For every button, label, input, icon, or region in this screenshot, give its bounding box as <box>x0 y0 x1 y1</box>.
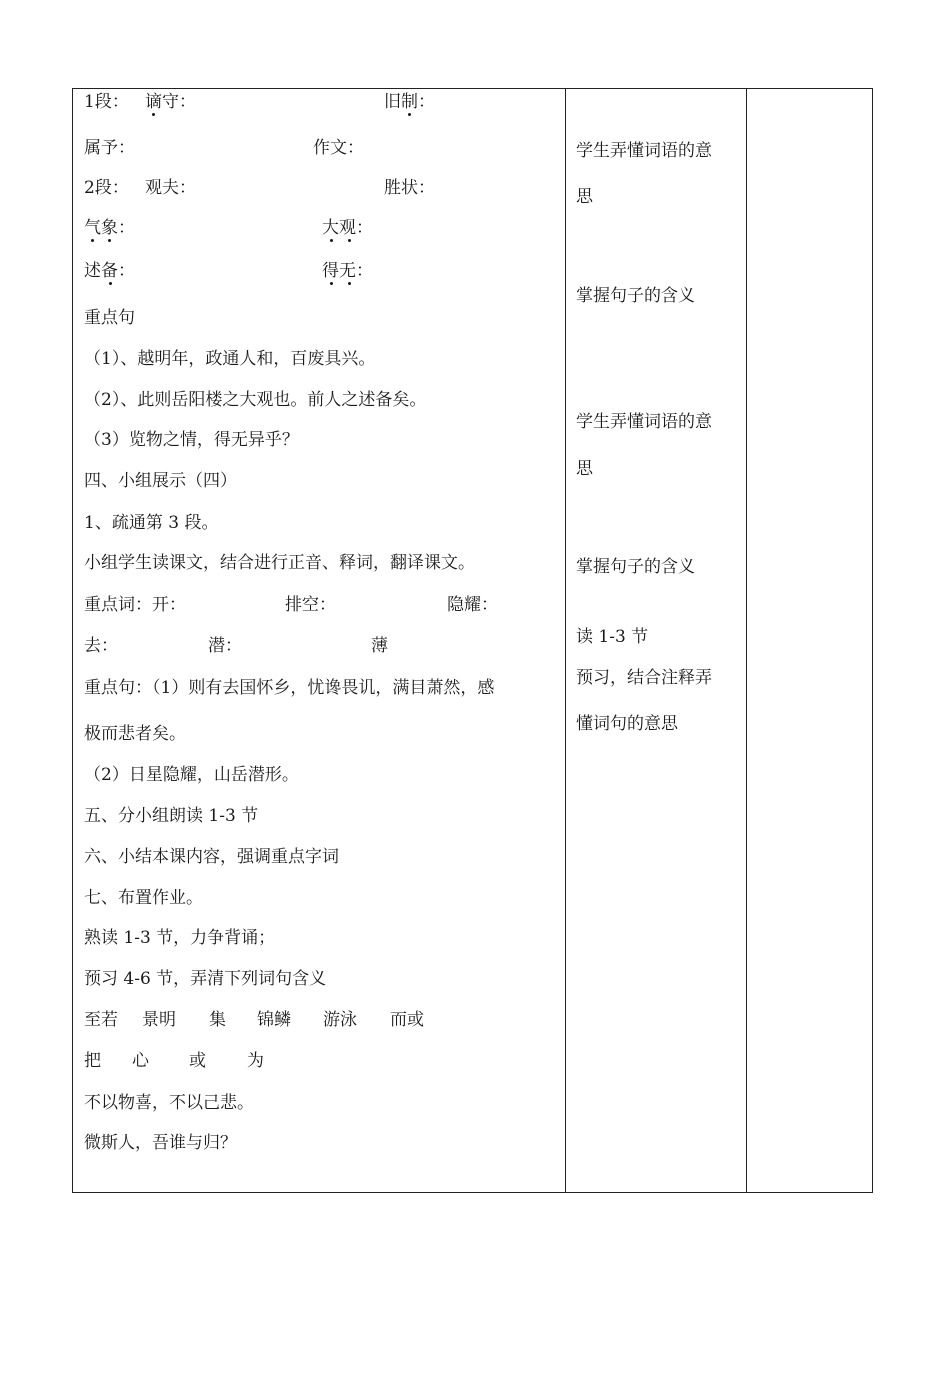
vocab-term: 作文： <box>313 138 364 158</box>
note-text: 懂词句的意思 <box>576 714 678 734</box>
vocab-term: 薄 <box>371 636 388 656</box>
word: 心 <box>132 1051 149 1071</box>
note-text: 读 1-3 节 <box>576 627 649 647</box>
vocab-term: 重点词：开： <box>84 595 186 615</box>
empty-cell <box>747 89 873 1193</box>
vocab-term: 得无： <box>322 261 373 281</box>
lesson-plan-table <box>72 88 873 1193</box>
teaching-content-cell <box>73 89 566 1193</box>
vocab-term: 旧制： <box>384 92 435 112</box>
vocab-term: 述备： <box>84 261 135 281</box>
step-heading: 五、分小组朗读 1-3 节 <box>84 806 259 826</box>
homework-item: 熟读 1-3 节，力争背诵； <box>84 928 276 948</box>
word: 为 <box>247 1051 264 1071</box>
vocab-term: 谪守： <box>145 92 196 112</box>
table-row <box>73 89 873 1193</box>
note-text: 学生弄懂词语的意 <box>576 412 712 432</box>
note-text: 学生弄懂词语的意 <box>576 141 712 161</box>
step-item: 1、疏通第 3 段。 <box>84 513 219 533</box>
emphasis-dot <box>109 282 112 285</box>
word: 游泳 <box>323 1010 357 1030</box>
word: 锦鳞 <box>257 1010 291 1030</box>
vocab-term: 气象： <box>84 218 135 238</box>
emphasis-dot <box>152 113 155 116</box>
emphasis-dot <box>91 239 94 242</box>
word: 而或 <box>390 1010 424 1030</box>
student-activity-cell <box>566 89 747 1193</box>
paragraph-label: 1段： <box>84 92 129 112</box>
vocab-term: 隐耀： <box>447 595 498 615</box>
emphasis-dot <box>108 239 111 242</box>
word: 或 <box>189 1051 206 1071</box>
note-text: 思 <box>576 187 593 207</box>
vocab-term: 观夫： <box>145 178 196 198</box>
vocab-term: 潜： <box>208 636 242 656</box>
note-text: 掌握句子的含义 <box>576 286 695 306</box>
key-sentence: 重点句：（1）则有去国怀乡，忧谗畏讥，满目萧然，感 <box>84 678 495 698</box>
word: 把 <box>84 1051 101 1071</box>
key-sentence: （3）览物之情，得无异乎？ <box>84 430 299 450</box>
vocab-term: 属予： <box>84 138 135 158</box>
step-heading: 七、布置作业。 <box>84 888 203 908</box>
vocab-term: 排空： <box>285 595 336 615</box>
paragraph-label: 2段： <box>84 178 129 198</box>
key-sentence-heading: 重点句 <box>84 308 135 328</box>
instruction-text: 小组学生读课文，结合进行正音、释词，翻译课文。 <box>84 553 475 573</box>
emphasis-dot <box>348 239 351 242</box>
key-sentence: （2）、此则岳阳楼之大观也。前人之述备矣。 <box>84 390 427 410</box>
word: 景明 <box>142 1010 176 1030</box>
vocab-term: 去： <box>84 636 118 656</box>
note-text: 预习，结合注释弄 <box>576 668 712 688</box>
step-heading: 六、小结本课内容，强调重点字词 <box>84 847 339 867</box>
note-text: 思 <box>576 459 593 479</box>
phrase-item: 不以物喜，不以己悲。 <box>84 1093 254 1113</box>
emphasis-dot <box>330 239 333 242</box>
step-heading: 四、小组展示（四） <box>84 471 237 491</box>
vocab-term: 胜状： <box>384 178 435 198</box>
phrase-item: 微斯人，吾谁与归？ <box>84 1133 237 1153</box>
word: 至若 <box>84 1010 118 1030</box>
key-sentence: （2）日星隐耀，山岳潜形。 <box>84 765 299 785</box>
key-sentence: （1）、越明年，政通人和，百废具兴。 <box>84 349 376 369</box>
key-sentence: 极而悲者矣。 <box>84 724 186 744</box>
vocab-term: 大观： <box>322 218 373 238</box>
emphasis-dot <box>330 282 333 285</box>
word: 集 <box>209 1010 226 1030</box>
note-text: 掌握句子的含义 <box>576 557 695 577</box>
emphasis-dot <box>348 282 351 285</box>
homework-item: 预习 4-6 节，弄清下列词句含义 <box>84 969 327 989</box>
emphasis-dot <box>408 113 411 116</box>
